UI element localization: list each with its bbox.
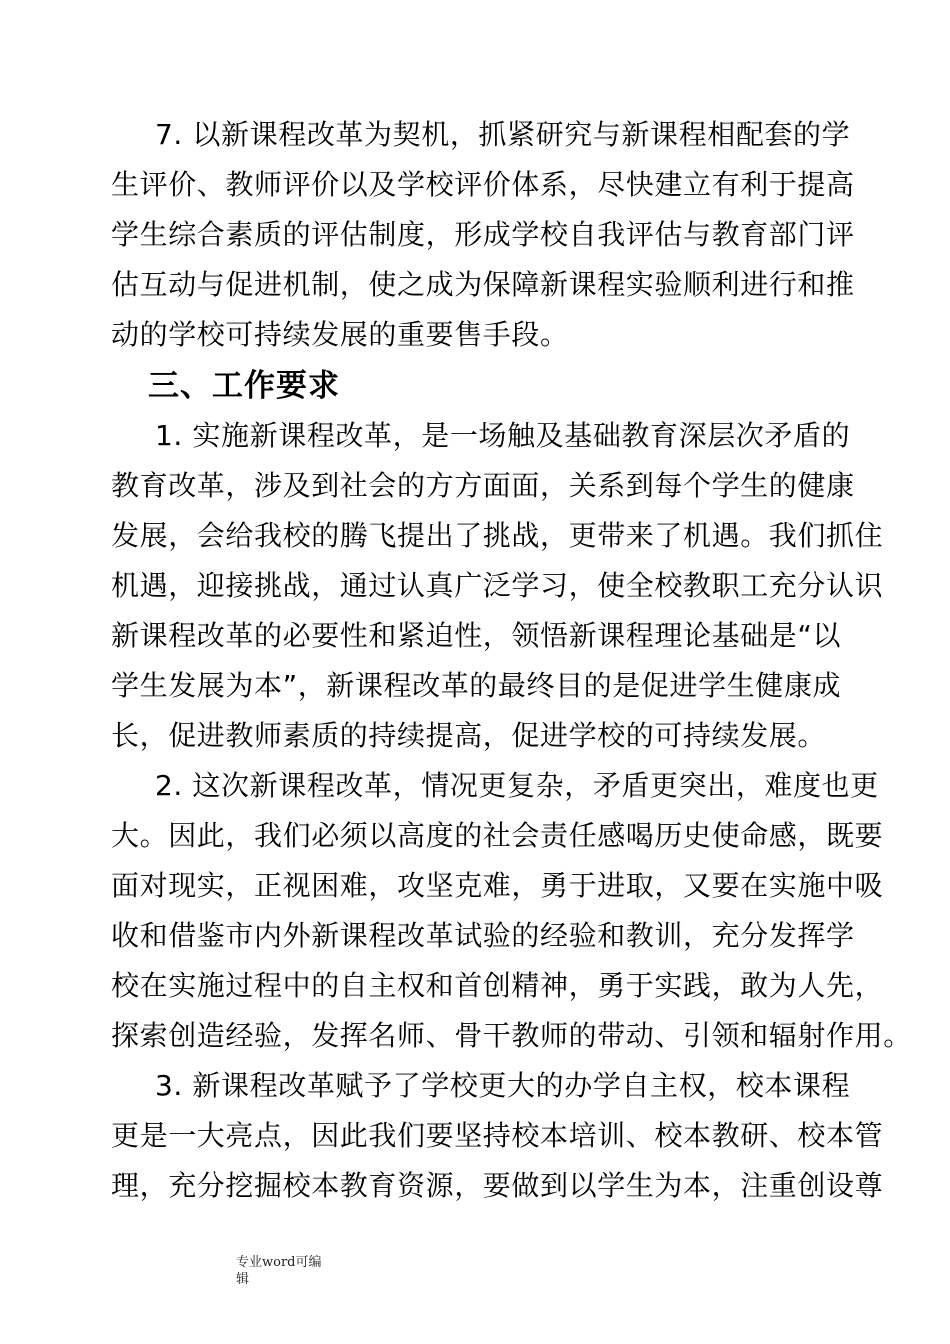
paragraph1-line-2: 教育改革，涉及到社会的方方面面，关系到每个学生的健康 — [111, 469, 855, 502]
paragraph1-line-5: 新课程改革的必要性和紧迫性，领悟新课程理论基础是“以 — [111, 619, 842, 652]
section7-line-3: 学生综合素质的评估制度，形成学校自我评估与教育部门评 — [111, 218, 855, 251]
paragraph3-line-3: 理，充分挖掘校本教育资源，要做到以学生为本，注重创设尊 — [111, 1169, 884, 1202]
paragraph1-line-7: 长，促进教师素质的持续提高，促进学校的可持续发展。 — [111, 719, 827, 752]
paragraph3-line-1: 3. 新课程改革赋予了学校更大的办学自主权，校本课程 — [155, 1069, 851, 1102]
paragraph2-line-2: 大。因此，我们必须以高度的社会责任感喝历史使命感，既要 — [111, 819, 884, 852]
paragraph2-line-1: 2. 这次新课程改革，情况更复杂，矛盾更突出，难度也更 — [155, 769, 879, 802]
section7-line-1: 7. 以新课程改革为契机，抓紧研究与新课程相配套的学 — [155, 118, 851, 151]
paragraph1-line-3: 发展，会给我校的腾飞提出了挑战，更带来了机遇。我们抓住 — [111, 519, 884, 552]
paragraph1-line-6: 学生发展为本”，新课程改革的最终目的是促进学生健康成 — [111, 669, 842, 702]
page-footer — [236, 1254, 346, 1288]
footer-line-1: 专业word可编 — [236, 1255, 322, 1270]
footer-line-2: 辑 — [236, 1272, 250, 1287]
paragraph2-line-5: 校在实施过程中的自主权和首创精神，勇于实践，敢为人先， — [111, 969, 884, 1002]
paragraph2-line-6: 探索创造经验，发挥名师、骨干教师的带动、引领和辐射作用。 — [111, 1019, 912, 1052]
section-heading: 三、工作要求 — [148, 368, 340, 404]
section7-line-5: 动的学校可持续发展的重要售手段。 — [111, 318, 569, 351]
paragraph1-line-1: 1. 实施新课程改革，是一场触及基础教育深层次矛盾的 — [155, 419, 851, 452]
paragraph2-line-3: 面对现实，正视困难，攻坚克难，勇于进取，又要在实施中吸 — [111, 869, 884, 902]
paragraph3-line-2: 更是一大亮点，因此我们要坚持校本培训、校本教研、校本管 — [111, 1119, 884, 1152]
section7-line-2: 生评价、教师评价以及学校评价体系，尽快建立有利于提高 — [111, 168, 855, 201]
paragraph2-line-4: 收和借鉴市内外新课程改革试验的经验和教训，充分发挥学 — [111, 919, 855, 952]
section7-line-4: 估互动与促进机制，使之成为保障新课程实验顺利进行和推 — [111, 268, 855, 301]
paragraph1-line-4: 机遇，迎接挑战，通过认真广泛学习，使全校教职工充分认识 — [111, 569, 884, 602]
